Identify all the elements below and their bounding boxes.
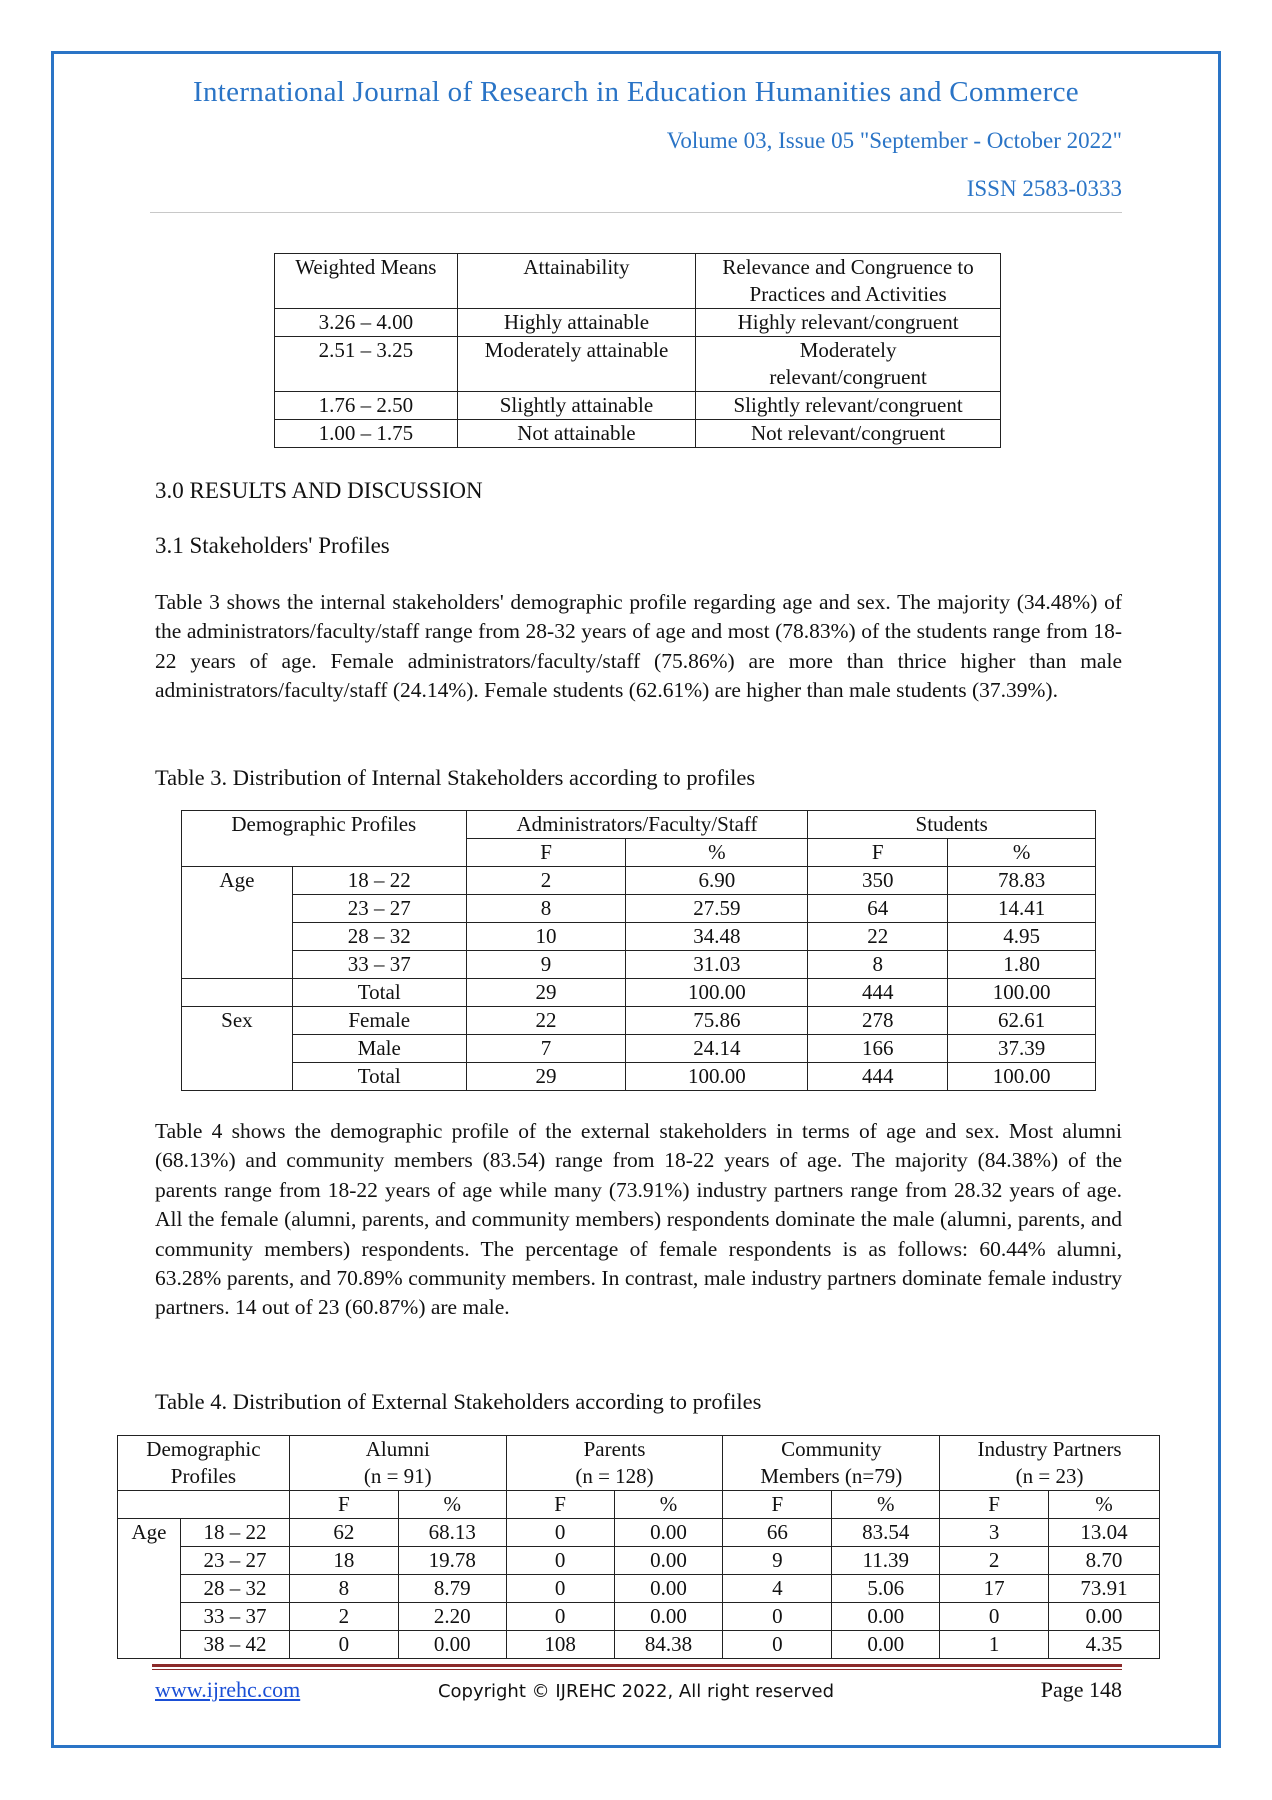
volume-issue: Volume 03, Issue 05 "September - October 2022" [666,128,1122,153]
table-cell: 6.90 [626,867,808,895]
table-cell: 166 [808,1035,948,1063]
table3 [181,810,1096,1091]
header-cell: Administrators/Faculty/Staff [466,811,808,839]
table-row [118,1519,1160,1547]
table-cell: 0.00 [832,1603,940,1631]
table-cell: 13.04 [1049,1519,1160,1547]
table-cell: 62.61 [948,1007,1096,1035]
table-cell [182,979,293,1007]
table-cell: 0 [289,1631,398,1659]
table-cell: 100.00 [626,979,808,1007]
table-cell: 18 – 22 [292,867,466,895]
table-cell: 27.59 [626,895,808,923]
group-name: Industry Partners [977,1437,1122,1461]
group-name: Community [781,1437,882,1461]
header-cell: % [626,839,808,867]
header-divider [150,212,1122,213]
table-cell: 64 [808,895,948,923]
issn: ISSN 2583-0333 [966,176,1122,201]
table-cell: Total [292,1063,466,1091]
table-cell: 9 [723,1547,832,1575]
table-cell: 33 – 37 [180,1603,289,1631]
table-row [182,979,1096,1007]
table-cell: 0.00 [614,1519,723,1547]
table-cell: 8 [808,951,948,979]
table-cell: 75.86 [626,1007,808,1035]
table-cell: 14.41 [948,895,1096,923]
table-cell: Male [292,1035,466,1063]
table-cell: 444 [808,1063,948,1091]
header-cell: Relevance and Congruence to Practices and Activities [696,254,1001,309]
header-cell: F [723,1491,832,1519]
table-row [275,420,1001,448]
table3-caption: Table 3. Distribution of Internal Stakeholders according to profiles [155,765,756,790]
table-cell: 0.00 [832,1631,940,1659]
table-cell: 0 [723,1631,832,1659]
header-cell [118,1491,290,1519]
table-cell: 2 [940,1547,1049,1575]
table-cell: 8.70 [1049,1547,1160,1575]
table-cell: 2 [289,1603,398,1631]
table-cell: 18 – 22 [180,1519,289,1547]
table-cell: 0.00 [398,1631,506,1659]
table-cell: 37.39 [948,1035,1096,1063]
table-cell: 108 [506,1631,614,1659]
table-cell: 1 [940,1631,1049,1659]
table-row [182,1035,1096,1063]
demo-header-label: Demographic Profiles [146,1437,261,1488]
table-cell: 29 [466,979,626,1007]
group-n: (n = 23) [1015,1464,1084,1488]
group-name: Parents [583,1437,646,1461]
table-cell: 5.06 [832,1575,940,1603]
table-cell: 28 – 32 [180,1575,289,1603]
header-cell [506,1436,723,1491]
table-cell: Highly relevant/congruent [696,309,1001,337]
group-n: (n = 91) [363,1464,432,1488]
table-row [118,1547,1160,1575]
table-header-row [182,811,1096,839]
row-group-label: Age [182,867,293,979]
group-n: (n = 128) [575,1464,654,1488]
table-cell: Highly attainable [457,309,695,337]
footer-divider [152,1664,1122,1667]
header-cell [723,1436,940,1491]
table-row [275,337,1001,392]
table-cell: 0 [506,1547,614,1575]
header-cell: F [289,1491,398,1519]
table-cell: 23 – 27 [180,1547,289,1575]
table-cell: 100.00 [948,1063,1096,1091]
table-row [275,392,1001,420]
table-cell: 10 [466,923,626,951]
table-cell: Slightly attainable [457,392,695,420]
table-cell: 8 [466,895,626,923]
page-number: Page 148 [1040,1677,1122,1702]
table-cell: 73.91 [1049,1575,1160,1603]
table-cell: 444 [808,979,948,1007]
paragraph-table4-intro: Table 4 shows the demographic profile of the external stakeholders in terms of age and sex. Most alumni (68.13%) and community members (83.54) range from 18-22 years of age. The majority (84.38%) of the parents range from 18-22 years of age while many (73.91%) industry partners range from 28.32 years of age. All the female (alumni, parents, and community members) respondents dominate the male (alumni, parents, and community members) respondents. The percentage of female respondents is as follows: 60.44% alumni, 63.28% parents, and 70.89% community members. In contrast, male industry partners dominate female industry partners. 14 out of 23 (60.87%) are male. [155,1119,1122,1320]
table-cell: Slightly relevant/congruent [696,392,1001,420]
table-cell: Total [292,979,466,1007]
footer-divider-thin [152,1669,1122,1670]
table-cell: Female [292,1007,466,1035]
table-cell: 23 – 27 [292,895,466,923]
table-cell: 34.48 [626,923,808,951]
table-cell: 22 [808,923,948,951]
table-cell: 100.00 [626,1063,808,1091]
scale-table [274,253,1001,448]
table-cell: 18 [289,1547,398,1575]
subsection-heading: 3.1 Stakeholders' Profiles [155,533,390,558]
table-cell: 4.95 [948,923,1096,951]
table-cell: 2.51 – 3.25 [275,337,458,392]
table-cell: 350 [808,867,948,895]
table4-caption: Table 4. Distribution of External Stakeholders according to profiles [155,1389,762,1414]
header-cell: % [948,839,1096,867]
journal-title: International Journal of Research in Education Humanities and Commerce [193,76,1079,108]
table-cell: 0 [940,1603,1049,1631]
table-cell: 38 – 42 [180,1631,289,1659]
table-cell: 17 [940,1575,1049,1603]
header-cell: Attainability [457,254,695,309]
group-name: Alumni [365,1437,430,1461]
table-cell: 78.83 [948,867,1096,895]
table-cell: 100.00 [948,979,1096,1007]
table-cell: 0.00 [614,1575,723,1603]
table-cell: 1.76 – 2.50 [275,392,458,420]
table-row [182,923,1096,951]
copyright-notice: Copyright © IJREHC 2022, All right reserved [437,1681,835,1702]
table-cell: 0 [506,1575,614,1603]
table-cell: 84.38 [614,1631,723,1659]
table-cell: 3 [940,1519,1049,1547]
table-row [182,1007,1096,1035]
table-cell: 3.26 – 4.00 [275,309,458,337]
table-cell: 83.54 [832,1519,940,1547]
table-cell: Not attainable [457,420,695,448]
table-row [182,895,1096,923]
table-row [275,309,1001,337]
table-cell: 0.00 [1049,1603,1160,1631]
table-cell: 278 [808,1007,948,1035]
header-cell [289,1436,506,1491]
row-group-label: Age [118,1519,181,1659]
header-cell [940,1436,1160,1491]
paragraph-table3-intro: Table 3 shows the internal stakeholders' demographic profile regarding age and sex. The majority (34.48%) of the administrators/faculty/staff range from 28-32 years of age and most (78.83%) of the students range from 18-22 years of age. Female administrators/faculty/staff (75.86%) are more than thrice higher than male administrators/faculty/staff (24.14%). Female students (62.61%) are higher than male students (37.39%). [155,590,1122,703]
table-row [118,1575,1160,1603]
section-heading: 3.0 RESULTS AND DISCUSSION [155,478,483,503]
table-cell: 28 – 32 [292,923,466,951]
header-cell: F [808,839,948,867]
header-cell [118,1436,290,1491]
table-cell: Moderately attainable [457,337,695,392]
table4 [117,1435,1160,1659]
header-cell: F [506,1491,614,1519]
table-row [118,1603,1160,1631]
table-row [182,1063,1096,1091]
table-cell: 4 [723,1575,832,1603]
table-cell: 9 [466,951,626,979]
table-cell: 0.00 [614,1603,723,1631]
table-header-row [118,1436,1160,1491]
table-cell: 0 [506,1519,614,1547]
table-cell: 31.03 [626,951,808,979]
header-cell: Demographic Profiles [182,811,467,867]
table-row [182,951,1096,979]
table-cell: 4.35 [1049,1631,1160,1659]
table-cell: 1.00 – 1.75 [275,420,458,448]
table-subheader-row [118,1491,1160,1519]
header-cell: % [614,1491,723,1519]
table-header-row [275,254,1001,309]
table-cell: 66 [723,1519,832,1547]
table-cell: 19.78 [398,1547,506,1575]
table-cell: 68.13 [398,1519,506,1547]
header-cell: Weighted Means [275,254,458,309]
header-cell: F [466,839,626,867]
row-group-label: Sex [182,1007,293,1091]
header-cell: % [398,1491,506,1519]
table-cell: 1.80 [948,951,1096,979]
table-cell: 11.39 [832,1547,940,1575]
table-cell: 62 [289,1519,398,1547]
table-cell: 22 [466,1007,626,1035]
table-cell: 0 [506,1603,614,1631]
table-cell: Not relevant/congruent [696,420,1001,448]
table-cell: 2 [466,867,626,895]
group-n: Members (n=79) [760,1464,903,1488]
table-cell: 0.00 [614,1547,723,1575]
table-cell: 7 [466,1035,626,1063]
table-row [118,1631,1160,1659]
header-cell: % [1049,1491,1160,1519]
table-cell: 8 [289,1575,398,1603]
table-row [182,867,1096,895]
header-cell: F [940,1491,1049,1519]
table-cell: 8.79 [398,1575,506,1603]
header-cell: Students [808,811,1096,839]
table-cell: 2.20 [398,1603,506,1631]
header-cell: % [832,1491,940,1519]
table-cell: 24.14 [626,1035,808,1063]
journal-website-link[interactable]: www.ijrehc.com [155,1677,301,1702]
table-cell: 29 [466,1063,626,1091]
table-cell: 0 [723,1603,832,1631]
table-cell: 33 – 37 [292,951,466,979]
table-cell: Moderately relevant/congruent [696,337,1001,392]
